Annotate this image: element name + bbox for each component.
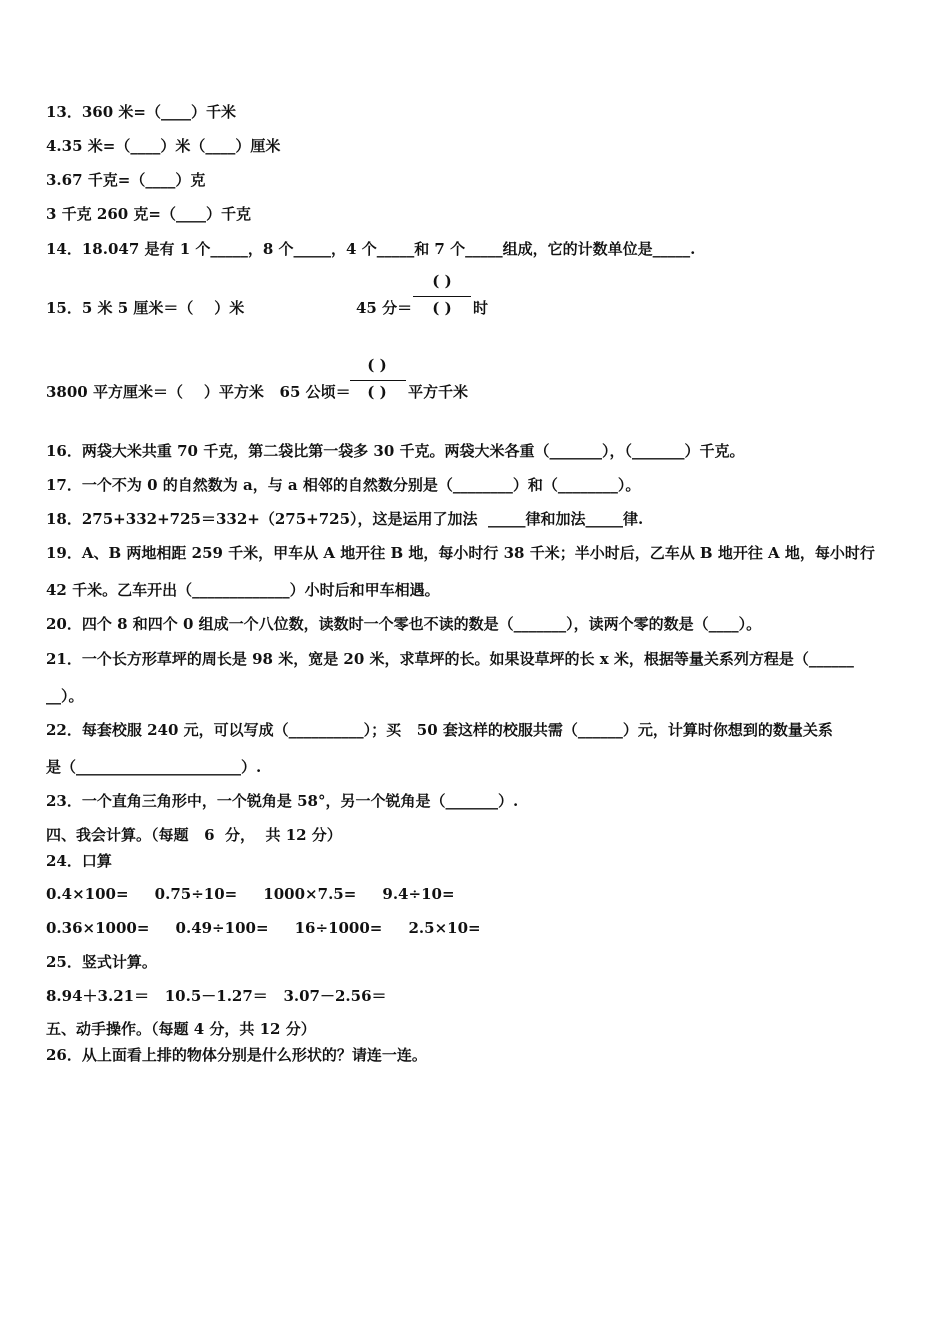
q15b-fraction-bar — [350, 380, 406, 381]
q15-left: 15．5 米 5 厘米＝（ ）米 — [46, 299, 245, 317]
q25-row: 8.94＋3.21＝ 10.5－1.27＝ 3.07－2.56＝ — [46, 987, 387, 1005]
q19-line1: 19．A、B 两地相距 259 千米，甲车从 A 地开往 B 地，每小时行 38 千米；半小时后，乙车从 B 地开往 A 地，每小时行 — [46, 544, 875, 562]
q21-line2: __）。 — [46, 687, 84, 705]
section-4-heading: 四、我会计算。（每题 6 分， 共 12 分） — [46, 826, 342, 844]
q22-line1: 22．每套校服 240 元，可以写成（__________）；买 50 套这样的校服共需（______）元，计算时你想到的数量关系 — [46, 721, 833, 739]
q21-line1: 21．一个长方形草坪的周长是 98 米，宽是 20 米，求草坪的长。如果设草坪的长 x 米，根据等量关系列方程是（______ — [46, 650, 854, 668]
q15b-suffix: 平方千米 — [408, 383, 469, 401]
q16: 16．两袋大米共重 70 千克，第二袋比第一袋多 30 千克。两袋大米各重（_______），（_______）千克。 — [46, 442, 745, 460]
q23: 23．一个直角三角形中，一个锐角是 58°，另一个锐角是（_______）. — [46, 792, 519, 810]
q15-frac-denominator: ( ) — [432, 299, 452, 317]
q24-title: 24．口算 — [46, 852, 112, 870]
q15b-frac-numerator: ( ) — [367, 356, 387, 374]
q13-line1: 13．360 米=（____）千米 — [46, 103, 236, 121]
q17: 17．一个不为 0 的自然数为 a，与 a 相邻的自然数分别是（________）和（________）。 — [46, 476, 641, 494]
q20: 20．四个 8 和四个 0 组成一个八位数，读数时一个零也不读的数是（_______），读两个零的数是（____）。 — [46, 615, 762, 633]
q26: 26．从上面看上排的物体分别是什么形状的？请连一连。 — [46, 1046, 427, 1064]
q15b-left: 3800 平方厘米＝（ ）平方米 65 公顷＝ — [46, 383, 351, 401]
q19-line2: 42 千米。乙车开出（_____________）小时后和甲车相遇。 — [46, 581, 440, 599]
q13-line4: 3 千克 260 克=（____）千克 — [46, 205, 251, 223]
q13-line2: 4.35 米=（____）米（____）厘米 — [46, 137, 281, 155]
q14: 14．18.047 是有 1 个_____，8 个_____，4 个_____和 7 个_____组成，它的计数单位是_____. — [46, 240, 696, 258]
q15b-frac-denominator: ( ) — [367, 383, 387, 401]
q24-row2: 0.36×1000= 0.49÷100= 16÷1000= 2.5×10= — [46, 919, 481, 937]
q15-right-suffix: 时 — [473, 299, 489, 317]
q24-row1: 0.4×100= 0.75÷10= 1000×7.5= 9.4÷10= — [46, 885, 455, 903]
q15-right-prefix: 45 分＝ — [356, 299, 413, 317]
section-5-heading: 五、动手操作。（每题 4 分，共 12 分） — [46, 1020, 316, 1038]
q25-title: 25．竖式计算。 — [46, 953, 157, 971]
q15-frac-numerator: ( ) — [432, 272, 452, 290]
q18: 18．275+332+725＝332+（275+725），这是运用了加法 _____律和加法_____律. — [46, 510, 644, 528]
q22-line2: 是（______________________）. — [46, 758, 262, 776]
q15-fraction-bar — [413, 296, 471, 297]
q13-line3: 3.67 千克=（____）克 — [46, 171, 206, 189]
